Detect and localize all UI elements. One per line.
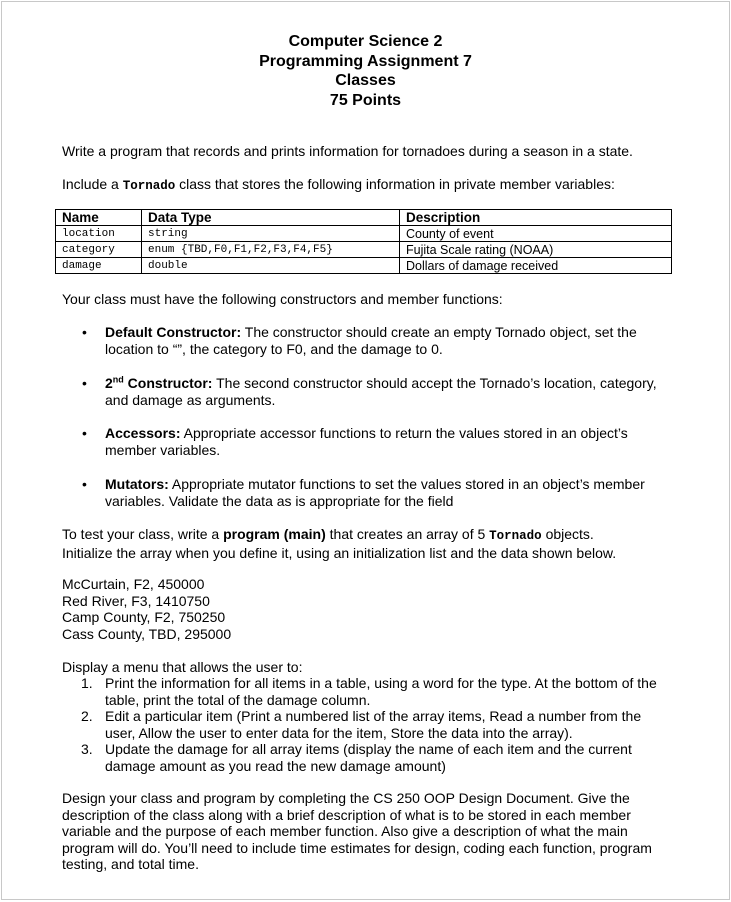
menu-number: 2. — [81, 708, 93, 724]
bullet-accessors — [105, 425, 675, 458]
ordinal-suffix: nd — [112, 374, 124, 385]
intro-paragraph: Write a program that records and prints information for tornadoes during a season in a state. — [62, 143, 633, 159]
class-name-code: Tornado — [122, 179, 176, 193]
data-line: Red River, F3, 1410750 — [62, 592, 210, 609]
bullet-marker: • — [82, 324, 87, 340]
bullet-mutators — [105, 476, 675, 509]
cell-type: enum {TBD,F0,F1,F2,F3,F4,F5} — [142, 242, 400, 258]
cell-description: County of event — [400, 226, 672, 242]
table-row — [56, 226, 672, 242]
menu-number: 3. — [81, 741, 93, 757]
header-data-type: Data Type — [142, 210, 400, 226]
label-rest: Constructor: — [123, 375, 213, 391]
assignment-title: Programming Assignment 7 — [259, 52, 472, 70]
member-variables-table — [55, 209, 672, 274]
bullet-marker: • — [82, 425, 87, 441]
cell-description: Fujita Scale rating (NOAA) — [400, 242, 672, 258]
bullet-text: Appropriate accessor functions to return the values stored in an object’s member variables. — [105, 425, 628, 458]
cell-name: damage — [56, 258, 142, 274]
ordinal-number: 2 — [105, 375, 113, 391]
bullet-marker: • — [82, 476, 87, 492]
bullet-second-constructor — [105, 375, 675, 408]
document-page — [1, 1, 730, 900]
test-text-b: that creates an array of 5 — [325, 526, 490, 542]
data-line: Cass County, TBD, 295000 — [62, 625, 232, 642]
topic-title: Classes — [335, 72, 396, 89]
bullet-label — [105, 375, 212, 391]
bullet-marker: • — [82, 375, 87, 391]
test-paragraph — [62, 526, 647, 561]
bullet-text: Appropriate mutator functions to set the values stored in an object’s member variables. Validate the data as is appropriate for the field — [105, 476, 645, 509]
cell-name: location — [56, 226, 142, 242]
data-list — [62, 576, 682, 642]
bullet-label: Default Constructor: — [105, 324, 242, 340]
include-paragraph — [62, 176, 682, 195]
test-bold: program (main) — [223, 526, 326, 542]
menu-number: 1. — [81, 675, 93, 691]
bullet-default-constructor — [105, 324, 675, 357]
bullet-text: The second constructor should accept the Tornado’s location, category, and damage as arguments. — [105, 375, 657, 408]
design-paragraph: Design your class and program by completing the CS 250 OOP Design Document. Give the description of the class along with a brief description of what is to be stored in each member variable and the purpose of each member function. Also give a description of what the main program will do. You’ll need to include time estimates for design, coding each function, program testing, and total time. — [62, 790, 652, 872]
menu-item-update: Update the damage for all array items (display the name of each item and the current damage amount as you read the new damage amount) — [105, 741, 632, 774]
cell-type: string — [142, 226, 400, 242]
table-header-row — [56, 210, 672, 226]
menu-item-edit: Edit a particular item (Print a numbered list of the array items, Read a number from the user, Allow the user to enter data for the item, Store the data into the array). — [105, 708, 642, 741]
points-title: 75 Points — [329, 91, 402, 109]
header-name: Name — [56, 210, 142, 226]
test-text-a: To test your class, write a — [62, 526, 224, 542]
course-title: Computer Science 2 — [288, 33, 443, 50]
bullet-text: The constructor should create an empty Tornado object, set the location to “”, the category to F0, and the damage to 0. — [105, 324, 637, 357]
cell-name: category — [56, 242, 142, 258]
menu-intro: Display a menu that allows the user to: — [62, 659, 303, 675]
table-row — [56, 242, 672, 258]
test-text-c: objects. Initialize the array when you define it, using an initialization list and the data shown below. — [62, 526, 617, 561]
members-intro: Your class must have the following constructors and member functions: — [62, 291, 503, 307]
data-line: Camp County, F2, 750250 — [62, 609, 226, 625]
class-name-code: Tornado — [489, 529, 542, 543]
cell-description: Dollars of damage received — [400, 258, 672, 274]
header-description: Description — [400, 210, 672, 226]
cell-type: double — [142, 258, 400, 274]
bullet-label: Accessors: — [105, 425, 181, 441]
include-text-after: class that stores the following information in private member variables: — [175, 176, 615, 192]
include-text-before: Include a — [62, 176, 123, 192]
table-row — [56, 258, 672, 274]
title-block — [2, 32, 729, 110]
menu-item-print: Print the information for all items in a table, using a word for the type. At the bottom of the table, print the total of the damage column. — [105, 675, 657, 708]
data-line: McCurtain, F2, 450000 — [62, 576, 205, 592]
bullet-label: Mutators: — [105, 476, 169, 492]
